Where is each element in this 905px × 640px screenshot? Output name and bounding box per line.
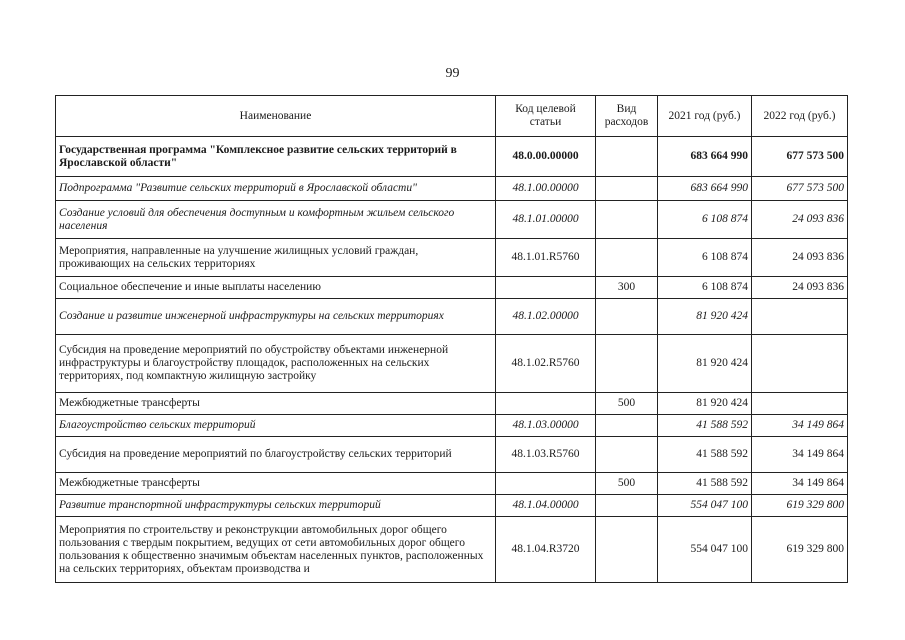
row-amount-2021-cell: 81 920 424: [658, 335, 752, 393]
row-amount-2021-cell: 683 664 990: [658, 177, 752, 201]
row-expense-type-cell: [596, 201, 658, 239]
row-name-cell: Социальное обеспечение и иные выплаты населению: [56, 277, 496, 299]
table-row: [56, 473, 848, 495]
row-name-cell: Мероприятия по строительству и реконструкции автомобильных дорог общего пользования с твердым покрытием, ведущих от сети автомобильных дорог общего пользования к общественно значимым объектам населенных пунктов, расположенных на сельских территориях, объектам производства и: [56, 517, 496, 583]
row-code-cell: 48.1.03.R5760: [496, 437, 596, 473]
row-name-cell: Субсидия на проведение мероприятий по обустройству объектами инженерной инфраструктуры и благоустройству площадок, расположенных на сельских территориях, под компактную жилищную застройку: [56, 335, 496, 393]
row-expense-type-cell: [596, 239, 658, 277]
table-row: [56, 277, 848, 299]
row-code-cell: 48.1.01.R5760: [496, 239, 596, 277]
column-header-code: Код целевой статьи: [496, 96, 596, 137]
table-row: [56, 517, 848, 583]
row-name-cell: Межбюджетные трансферты: [56, 473, 496, 495]
row-name-cell: Благоустройство сельских территорий: [56, 415, 496, 437]
row-amount-2021-cell: 683 664 990: [658, 137, 752, 177]
table-row: [56, 415, 848, 437]
row-name-cell: Создание условий для обеспечения доступным и комфортным жильем сельского населения: [56, 201, 496, 239]
row-expense-type-cell: 500: [596, 393, 658, 415]
table-row: [56, 239, 848, 277]
column-header-vid: Вид расходов: [596, 96, 658, 137]
row-amount-2022-cell: 34 149 864: [752, 415, 848, 437]
header-row: [56, 96, 848, 137]
row-code-cell: 48.1.02.00000: [496, 299, 596, 335]
row-amount-2022-cell: 24 093 836: [752, 277, 848, 299]
row-expense-type-cell: [596, 517, 658, 583]
row-code-cell: 48.1.01.00000: [496, 201, 596, 239]
table-row: [56, 177, 848, 201]
table-header: [56, 96, 848, 137]
row-code-cell: 48.1.04.R3720: [496, 517, 596, 583]
row-amount-2022-cell: 677 573 500: [752, 177, 848, 201]
row-expense-type-cell: [596, 415, 658, 437]
row-name-cell: Развитие транспортной инфраструктуры сельских территорий: [56, 495, 496, 517]
row-code-cell: 48.1.04.00000: [496, 495, 596, 517]
row-amount-2021-cell: 6 108 874: [658, 277, 752, 299]
row-expense-type-cell: [596, 299, 658, 335]
row-amount-2022-cell: 34 149 864: [752, 437, 848, 473]
table-row: [56, 299, 848, 335]
column-header-2022: 2022 год (руб.): [752, 96, 848, 137]
table-body: [56, 137, 848, 583]
row-amount-2022-cell: [752, 393, 848, 415]
row-code-cell: [496, 277, 596, 299]
row-amount-2021-cell: 6 108 874: [658, 201, 752, 239]
row-amount-2022-cell: 619 329 800: [752, 517, 848, 583]
row-amount-2022-cell: 34 149 864: [752, 473, 848, 495]
table-row: [56, 495, 848, 517]
row-amount-2021-cell: 554 047 100: [658, 517, 752, 583]
row-amount-2021-cell: 6 108 874: [658, 239, 752, 277]
row-code-cell: 48.1.02.R5760: [496, 335, 596, 393]
row-amount-2022-cell: 24 093 836: [752, 201, 848, 239]
row-name-cell: Подпрограмма "Развитие сельских территорий в Ярославской области": [56, 177, 496, 201]
row-name-cell: Государственная программа "Комплексное развитие сельских территорий в Ярославской области": [56, 137, 496, 177]
row-name-cell: Создание и развитие инженерной инфраструктуры на сельских территориях: [56, 299, 496, 335]
row-name-cell: Межбюджетные трансферты: [56, 393, 496, 415]
page-number: 99: [445, 66, 460, 81]
row-amount-2021-cell: 41 588 592: [658, 415, 752, 437]
table-row: [56, 201, 848, 239]
table-row: [56, 437, 848, 473]
row-amount-2022-cell: [752, 299, 848, 335]
row-amount-2021-cell: 81 920 424: [658, 393, 752, 415]
row-amount-2021-cell: 81 920 424: [658, 299, 752, 335]
row-name-cell: Субсидия на проведение мероприятий по благоустройству сельских территорий: [56, 437, 496, 473]
row-code-cell: 48.1.03.00000: [496, 415, 596, 437]
table-row: [56, 393, 848, 415]
table-row: [56, 137, 848, 177]
column-header-2021: 2021 год (руб.): [658, 96, 752, 137]
row-expense-type-cell: 500: [596, 473, 658, 495]
row-amount-2022-cell: 24 093 836: [752, 239, 848, 277]
row-expense-type-cell: [596, 137, 658, 177]
row-name-cell: Мероприятия, направленные на улучшение жилищных условий граждан, проживающих на сельских территориях: [56, 239, 496, 277]
row-amount-2021-cell: 41 588 592: [658, 473, 752, 495]
row-code-cell: [496, 473, 596, 495]
row-code-cell: 48.0.00.00000: [496, 137, 596, 177]
column-header-name: Наименование: [56, 96, 496, 137]
row-amount-2022-cell: 677 573 500: [752, 137, 848, 177]
row-code-cell: 48.1.00.00000: [496, 177, 596, 201]
row-expense-type-cell: [596, 495, 658, 517]
row-amount-2022-cell: [752, 335, 848, 393]
row-amount-2022-cell: 619 329 800: [752, 495, 848, 517]
row-expense-type-cell: [596, 177, 658, 201]
table-row: [56, 335, 848, 393]
row-expense-type-cell: [596, 335, 658, 393]
row-amount-2021-cell: 554 047 100: [658, 495, 752, 517]
budget-table: [55, 95, 848, 583]
row-expense-type-cell: 300: [596, 277, 658, 299]
row-expense-type-cell: [596, 437, 658, 473]
row-code-cell: [496, 393, 596, 415]
row-amount-2021-cell: 41 588 592: [658, 437, 752, 473]
